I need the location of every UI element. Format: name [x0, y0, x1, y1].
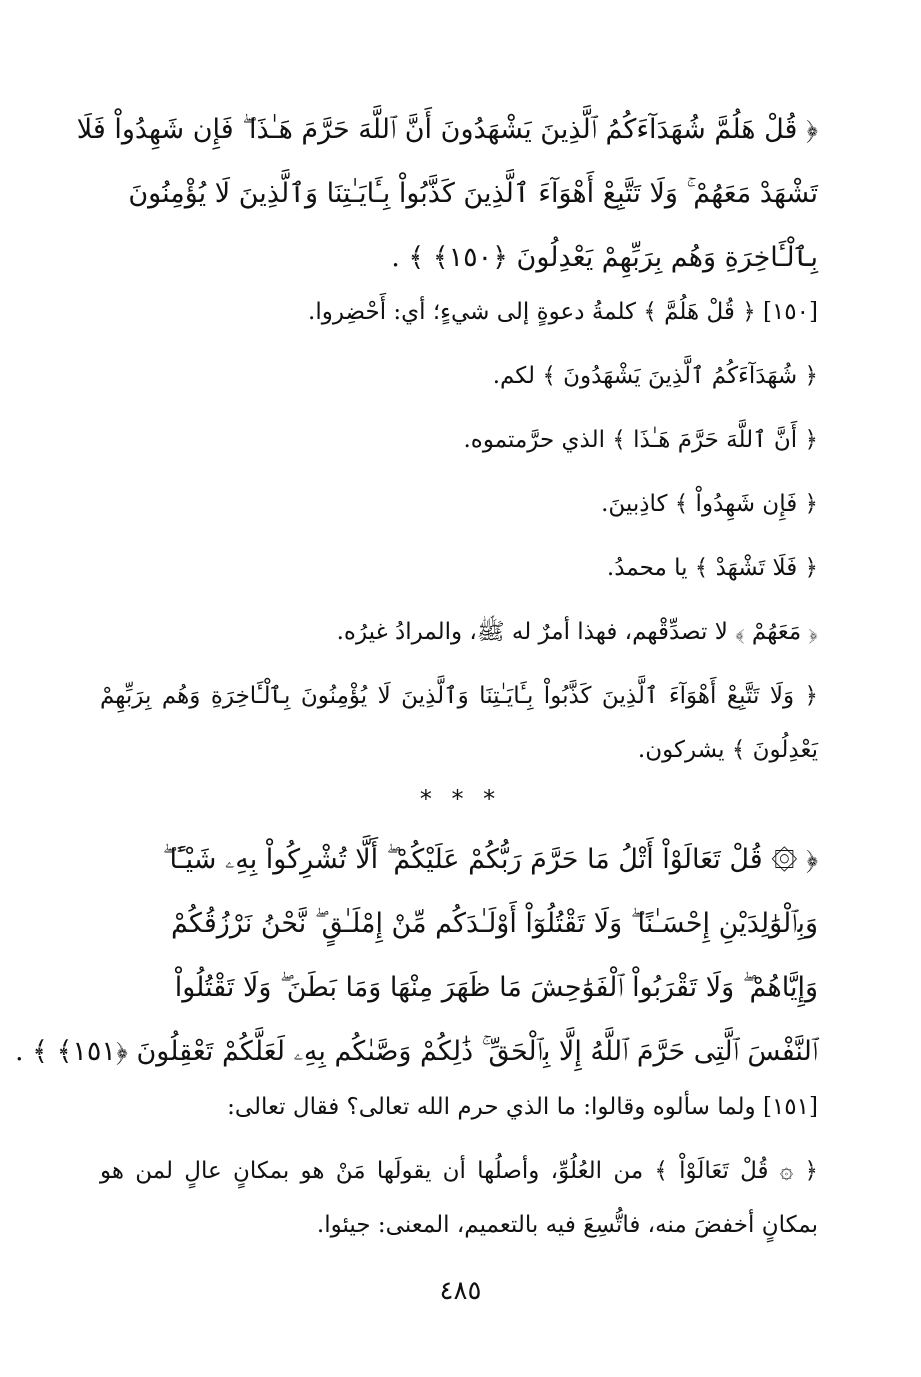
commentary-150 — [100, 285, 818, 787]
commentary-paragraph: [١٥١] ولما سألوه وقالوا: ما الذي حرم الله تعالى؟ فقال تعالى: — [227, 1094, 818, 1120]
quran-verse-150 — [76, 98, 818, 290]
verse-line: ﴿ قُلْ هَلُمَّ شُهَدَآءَكُمُ ٱلَّذِينَ يَشْهَدُونَ أَنَّ ٱللَّهَ حَرَّمَ هَـٰذَا ۖ فَإِن شَهِدُواْ فَلَا — [76, 114, 818, 145]
commentary-151 — [100, 1080, 818, 1262]
verse-line: بِٱلْـَٔاخِرَةِ وَهُم بِرَبِّهِمْ يَعْدِلُونَ ﴿١٥٠﴾ ﴾ . — [391, 242, 818, 273]
commentary-paragraph: ﴿ فَلَا تَشْهَدْ ﴾ يا محمدُ. — [606, 555, 818, 581]
quran-verse-151 — [15, 828, 818, 1084]
commentary-paragraph: ﴿ وَلَا تَتَّبِعْ أَهْوَآءَ ٱلَّذِينَ كَذَّبُواْ بِـَٔايَـٰتِنَا وَٱلَّذِينَ لَا يُؤْمِنُونَ بِٱلْـَٔاخِرَةِ وَهُم بِرَبِّهِمْ يَعْدِلُونَ ﴾ يشركون. — [100, 683, 818, 763]
verse-line: ٱلنَّفْسَ ٱلَّتِى حَرَّمَ ٱللَّهُ إِلَّا بِٱلْحَقِّ ۚ ذَٰلِكُمْ وَصَّىٰكُم بِهِۦ لَعَلَّكُمْ تَعْقِلُونَ ﴿١٥١﴾ ﴾ . — [15, 1036, 818, 1067]
commentary-paragraph: ﴿ أَنَّ ٱللَّهَ حَرَّمَ هَـٰذَا ﴾ الذي حرَّمتموه. — [463, 427, 818, 453]
commentary-paragraph: ﴿ مَعَهُمْ ﴾ لا تصدِّقْهم، فهذا أمرٌ له ﷺ، والمرادُ غيرُه. — [336, 619, 818, 645]
page-number: ٤٨٥ — [439, 1276, 482, 1306]
commentary-paragraph: ﴿ شُهَدَآءَكُمُ ٱلَّذِينَ يَشْهَدُونَ ﴾ لكم. — [492, 363, 818, 389]
section-separator: * * * — [419, 785, 502, 813]
verse-line: وَبِٱلْوَٰلِدَيْنِ إِحْسَـٰنًا ۖ وَلَا تَقْتُلُوٓاْ أَوْلَـٰدَكُم مِّنْ إِمْلَـٰقٍ ۖ نَّحْنُ نَرْزُقُكُمْ — [171, 908, 818, 939]
commentary-paragraph: [١٥٠] ﴿ قُلْ هَلُمَّ ﴾ كلمةُ دعوةٍ إلى شيءٍ؛ أي: أَحْضِروا. — [308, 299, 818, 325]
verse-line: ﴿ ۞ قُلْ تَعَالَوْاْ أَتْلُ مَا حَرَّمَ رَبُّكُمْ عَلَيْكُمْ ۖ أَلَّا تُشْرِكُواْ بِهِۦ شَيْـًٔا ۖ — [162, 844, 818, 875]
commentary-paragraph: ﴿ ۞ قُلْ تَعَالَوْاْ ﴾ من العُلُوِّ، وأصلُها أن يقولَها مَنْ هو بمكانٍ عالٍ لمن هو بمكانٍ أخفضَ منه، فاتُّسِعَ فيه بالتعميم، المعنى: جيئوا. — [100, 1158, 818, 1238]
commentary-paragraph: ﴿ فَإِن شَهِدُواْ ﴾ كاذِبينَ. — [601, 491, 818, 517]
verse-line: وَإِيَّاهُمْ ۖ وَلَا تَقْرَبُواْ ٱلْفَوَٰحِشَ مَا ظَهَرَ مِنْهَا وَمَا بَطَنَ ۖ وَلَا تَقْتُلُواْ — [174, 972, 818, 1003]
verse-line: تَشْهَدْ مَعَهُمْ ۚ وَلَا تَتَّبِعْ أَهْوَآءَ ٱلَّذِينَ كَذَّبُواْ بِـَٔايَـٰتِنَا وَٱلَّذِينَ لَا يُؤْمِنُونَ — [128, 178, 818, 209]
